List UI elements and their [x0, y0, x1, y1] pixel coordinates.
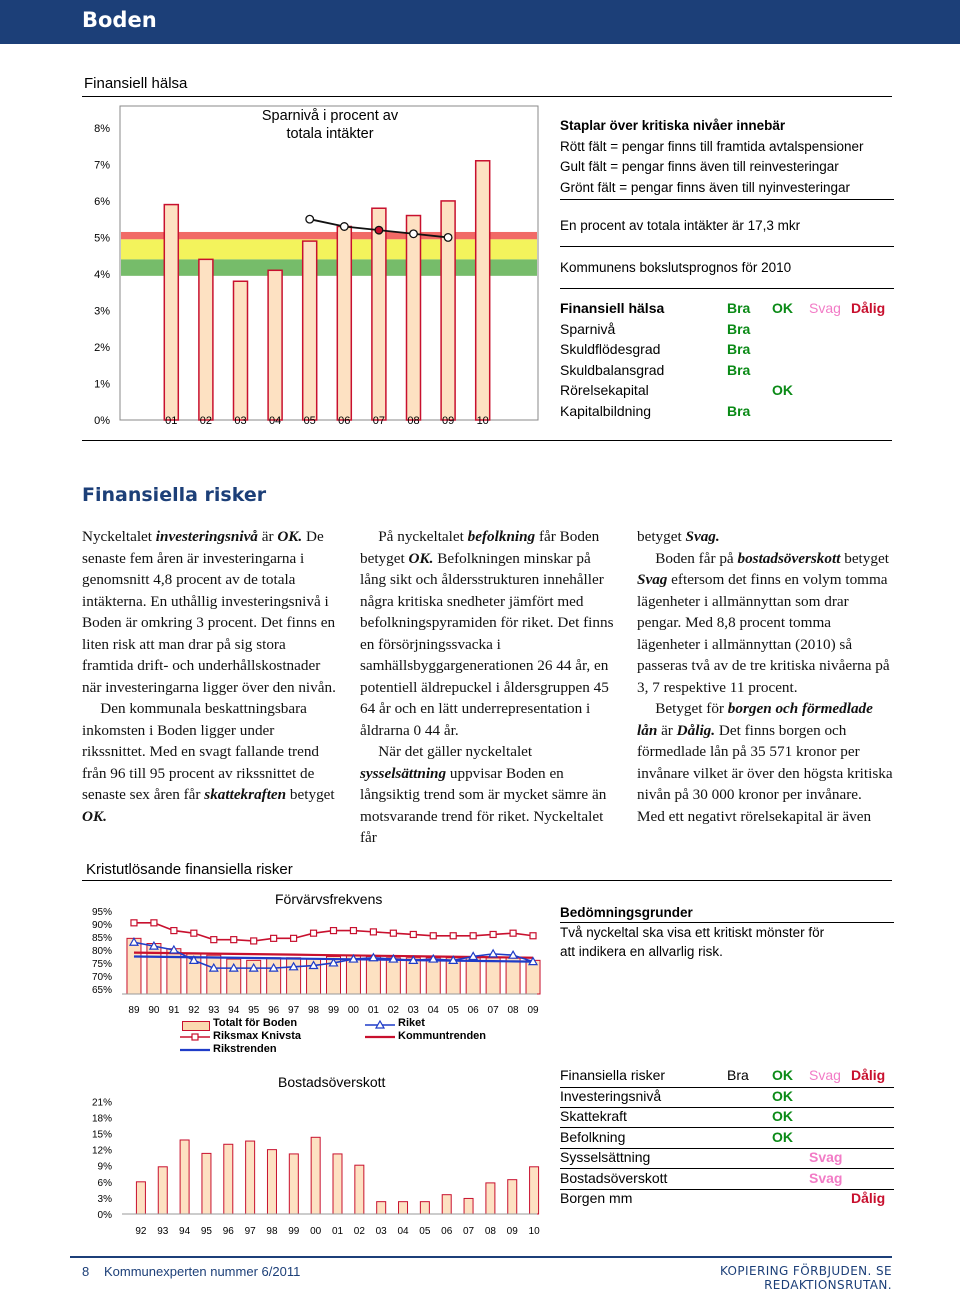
prognos-point — [306, 215, 314, 223]
x-tick-label: 95 — [200, 1226, 213, 1237]
paragraph: Nyckeltalet investeringsnivå är OK. De senaste fem åren är investeringarna i genomsnitt 4,8 procent av de totala intäkterna. En uthållig investeringsnivå i Boden är omkring 3 procent. Det finns en liten risk att man drar på sig stora framtida drift- och underhållskostnader när investeringarna ligger över den nivån. — [82, 528, 336, 696]
data-bar — [199, 259, 213, 420]
y-tick-label: 2% — [94, 341, 110, 354]
x-tick-label: 03 — [407, 1005, 419, 1016]
bostadsoverskott-chart-svg — [82, 1066, 552, 1246]
grade-ok-header: OK — [772, 300, 793, 316]
legend-item: Rikstrenden — [213, 1043, 277, 1055]
x-tick-label: 92 — [135, 1226, 147, 1237]
paragraph: Boden får på bostadsöverskott betyget Svag eftersom det finns en volym tomma lägenheter i allmännyttan som drar pengar. Med 8,8 procent tomma lägenheter i allmännyttan (2010) så passeras två av de tre kritiska nivåerna på 3, 7 respektive 11 procent. — [637, 549, 890, 696]
section-divider — [82, 440, 892, 441]
data-bar — [224, 1144, 233, 1214]
knivsta-point — [331, 928, 337, 934]
data-bar — [420, 1202, 429, 1214]
table-row-label: Skuldbalansgrad — [560, 362, 665, 378]
x-tick-label: 06 — [441, 1226, 453, 1237]
forvarvsfrekvens-title: Förvärvsfrekvens — [275, 891, 383, 907]
info-divider-3 — [560, 288, 894, 289]
knivsta-point — [470, 933, 476, 939]
table-row-grade: Bra — [727, 403, 751, 419]
x-tick-label: 04 — [268, 415, 282, 427]
grade-dalig-header: Dålig — [851, 300, 886, 316]
table-row-label: Rörelsekapital — [560, 382, 649, 398]
table-row-label: Skuldflödesgrad — [560, 341, 661, 357]
table-row-grade: Bra — [727, 362, 751, 378]
data-bar — [366, 956, 380, 994]
row-divider — [560, 1168, 894, 1169]
table-row-grade: Svag — [809, 1149, 843, 1165]
knivsta-point — [390, 930, 396, 936]
x-tick-label: 09 — [506, 1226, 518, 1237]
data-bar — [167, 949, 181, 994]
x-tick-label: 99 — [288, 1226, 300, 1237]
paragraph: betyget Svag. — [637, 528, 720, 545]
y-tick-label: 0% — [94, 415, 110, 427]
grading-table-fin-halsa — [560, 300, 894, 430]
knivsta-point — [510, 930, 516, 936]
x-tick-label: 97 — [288, 1005, 300, 1016]
data-bar — [127, 938, 141, 994]
bostadsoverskott-chart — [82, 1066, 552, 1246]
x-tick-label: 08 — [507, 1005, 519, 1016]
data-bar — [147, 944, 161, 994]
data-bar — [207, 955, 221, 994]
sparniva-chart-svg — [82, 96, 542, 440]
x-tick-label: 05 — [419, 1226, 431, 1237]
knivsta-point — [350, 928, 356, 934]
article-heading: Finansiella risker — [82, 484, 267, 506]
data-bar — [355, 1165, 364, 1214]
legend-item: Riksmax Knivsta — [213, 1030, 302, 1042]
paragraph: Den kommunala beskattningsbara inkomsten i Boden ligger under rikssnittet. Med en svagt fallande trend från 96 till 95 procent av rikssnittet de senaste sex åren får skattekraften betyget OK. — [82, 700, 335, 825]
table-row-label: Befolkning — [560, 1129, 626, 1145]
data-bar — [311, 1137, 320, 1214]
paragraph: När det gäller nyckeltalet sysselsättning uppvisar Boden en långsiktig trend som är mycket sämre än motsvarande trend för riket. Nyckeltalet får — [360, 743, 607, 846]
x-tick-label: 96 — [268, 1005, 280, 1016]
knivsta-point — [231, 937, 237, 943]
x-tick-label: 93 — [157, 1226, 169, 1237]
table-row-label: Bostadsöverskott — [560, 1170, 668, 1186]
x-tick-label: 95 — [248, 1005, 260, 1016]
info-divider-1 — [560, 199, 894, 200]
y-tick-label: 70% — [91, 971, 112, 983]
table-row-label: Investeringsnivå — [560, 1088, 662, 1104]
knivsta-point — [410, 931, 416, 937]
x-tick-label: 02 — [387, 1005, 399, 1016]
legend-swatch-rikstrend — [180, 1044, 210, 1056]
magazine-name: Kommunexperten nummer 6/2011 — [104, 1264, 301, 1279]
y-tick-label: 15% — [91, 1129, 112, 1141]
x-tick-label: 94 — [179, 1226, 191, 1237]
table-row-grade: Dålig — [851, 1190, 886, 1206]
info-percent: En procent av totala intäkter är 17,3 mkr — [560, 218, 801, 233]
x-tick-label: 91 — [168, 1005, 180, 1016]
x-tick-label: 96 — [222, 1226, 234, 1237]
table-header: Finansiella risker — [560, 1067, 666, 1083]
info-prognos: Kommunens bokslutsprognos för 2010 — [560, 260, 792, 275]
data-bar — [442, 1195, 451, 1214]
bed-divider — [560, 922, 894, 923]
x-tick-label: 09 — [527, 1005, 539, 1016]
x-tick-label: 00 — [310, 1226, 322, 1237]
section-divider — [82, 880, 892, 881]
knivsta-point — [211, 937, 217, 943]
bedomningsgrunder: Bedömningsgrunder Två nyckeltal ska visa ett kritiskt mönster för att indikera en allvarlig risk. — [560, 905, 825, 959]
grade-ok-header: OK — [772, 1067, 793, 1083]
data-bar — [466, 958, 480, 994]
sparniva-chart-title: Sparnivå i procent av totala intäkter — [261, 108, 399, 142]
knivsta-point — [530, 933, 536, 939]
data-bar — [164, 205, 178, 420]
legend-item: Kommuntrenden — [398, 1030, 486, 1042]
data-bar — [426, 958, 440, 994]
data-bar — [526, 960, 540, 994]
knivsta-point — [370, 929, 376, 935]
data-bar — [268, 270, 282, 420]
x-tick-label: 04 — [427, 1005, 439, 1016]
table-row-grade: OK — [772, 1108, 793, 1124]
x-tick-label: 90 — [148, 1005, 160, 1016]
y-tick-label: 90% — [91, 920, 112, 932]
y-tick-label: 65% — [91, 984, 112, 996]
data-bar — [234, 281, 248, 420]
info-divider-2 — [560, 246, 894, 247]
x-tick-label: 94 — [228, 1005, 240, 1016]
grading-table-risker — [560, 1067, 894, 1217]
data-bar — [530, 1167, 539, 1214]
table-row-grade: Svag — [809, 1170, 843, 1186]
bostadsoverskott-title: Bostadsöverskott — [278, 1074, 386, 1090]
legend-swatch-riket — [365, 1019, 395, 1031]
table-row-grade: Bra — [727, 341, 751, 357]
x-tick-label: 07 — [372, 415, 386, 427]
paragraph: På nyckeltalet befolkning får Boden betyget OK. Befolkningen minskar på lång sikt och åldersstrukturen innehåller några kritiska snedheter jämfört med befolkningspyramiden för riket. Det finns en försörjningssvacka i samhällsbyggargenerationen 26 44 år, en potentiell äldrepuckel i åldersgruppen 45 64 år och en lätt underrepresentation i åldrarna 0 44 år. — [360, 528, 614, 739]
x-tick-label: 10 — [528, 1226, 540, 1237]
data-bar — [136, 1182, 145, 1214]
x-tick-label: 07 — [462, 1226, 475, 1237]
y-tick-label: 7% — [94, 159, 110, 172]
x-tick-label: 99 — [327, 1005, 340, 1016]
y-tick-label: 1% — [94, 378, 110, 391]
data-bar — [506, 958, 520, 994]
prognos-point — [375, 226, 383, 234]
legend-item: Totalt för Boden — [213, 1017, 298, 1029]
knivsta-point — [450, 933, 456, 939]
y-tick-label: 9% — [97, 1161, 112, 1173]
data-bar — [464, 1198, 473, 1214]
copyright-notice: KOPIERING FÖRBJUDEN. SE REDAKTIONSRUTAN. — [719, 1264, 892, 1292]
legend-item: Riket — [398, 1017, 425, 1029]
x-tick-label: 00 — [347, 1005, 360, 1016]
section-title-fin-halsa: Finansiell hälsa — [84, 75, 188, 92]
y-tick-label: 3% — [97, 1193, 112, 1205]
x-tick-label: 98 — [307, 1005, 320, 1016]
x-tick-label: 08 — [407, 415, 420, 427]
knivsta-point — [191, 930, 197, 936]
data-bar — [486, 1183, 495, 1214]
data-bar — [386, 958, 400, 994]
data-bar — [289, 1154, 298, 1214]
y-tick-label: 18% — [91, 1113, 112, 1125]
data-bar — [337, 226, 351, 420]
prognos-point — [444, 234, 452, 242]
legend-swatch-bar — [182, 1021, 210, 1031]
x-tick-label: 05 — [303, 415, 316, 427]
x-tick-label: 02 — [199, 415, 213, 427]
x-tick-label: 93 — [208, 1005, 220, 1016]
knivsta-point — [251, 938, 257, 944]
page-number: 8 — [82, 1264, 90, 1279]
prognos-point — [410, 230, 418, 238]
critical-band — [121, 239, 537, 259]
table-row-grade: OK — [772, 1129, 793, 1145]
section-title-kris: Kristutlösande finansiella risker — [86, 861, 293, 878]
x-tick-label: 03 — [234, 415, 247, 427]
y-tick-label: 80% — [91, 946, 112, 957]
y-tick-label: 6% — [94, 195, 110, 208]
grade-bra-header: Bra — [727, 300, 751, 316]
y-tick-label: 75% — [91, 958, 112, 970]
y-tick-label: 21% — [91, 1097, 112, 1109]
prognos-point — [341, 223, 349, 231]
data-bar — [246, 1141, 255, 1214]
data-bar — [180, 1140, 189, 1214]
paragraph: Betyget för borgen och förmedlade lån är Dålig. Det finns borgen och förmedlade lån på 35 571 kronor per invånare vilket är över den högsta kritiska nivån på 30 000 kronor per invånare. Med ett negativt rörelsekapital är även — [637, 700, 893, 825]
knivsta-point — [171, 928, 177, 934]
y-tick-label: 8% — [94, 122, 110, 135]
page-title: Boden — [82, 8, 157, 32]
text-column-3 — [637, 526, 893, 827]
data-bar — [407, 216, 421, 420]
table-row-label: Borgen mm — [560, 1190, 633, 1206]
knivsta-point — [271, 935, 277, 941]
grade-dalig-header: Dålig — [851, 1067, 886, 1083]
x-tick-label: 89 — [128, 1005, 140, 1016]
y-tick-label: 0% — [97, 1210, 112, 1221]
y-tick-label: 4% — [94, 268, 110, 281]
knivsta-point — [291, 935, 297, 941]
knivsta-point — [151, 920, 157, 926]
text-column-1 — [82, 526, 336, 827]
table-row-grade: Bra — [727, 321, 751, 337]
critical-band — [121, 232, 537, 239]
table-row-grade: OK — [772, 382, 793, 398]
x-tick-label: 01 — [367, 1005, 379, 1016]
x-tick-label: 01 — [165, 415, 178, 427]
legend-swatch-kommuntrend — [365, 1031, 395, 1043]
forvarvsfrekvens-legend — [180, 1017, 540, 1057]
y-tick-label: 6% — [97, 1177, 112, 1189]
grade-svag-header: Svag — [809, 1067, 841, 1083]
x-tick-label: 10 — [476, 415, 489, 427]
sparniva-chart — [82, 96, 542, 440]
knivsta-point — [490, 931, 496, 937]
x-tick-label: 05 — [447, 1005, 459, 1016]
table-row-label: Skattekraft — [560, 1108, 627, 1124]
knivsta-point — [311, 930, 317, 936]
data-bar — [333, 1154, 342, 1214]
y-tick-label: 85% — [91, 933, 112, 945]
knivsta-point — [430, 933, 436, 939]
table-row-grade: OK — [772, 1088, 793, 1104]
x-tick-label: 97 — [244, 1226, 256, 1237]
x-tick-label: 09 — [441, 415, 455, 427]
data-bar — [377, 1202, 386, 1214]
grade-svag-header: Svag — [809, 300, 841, 316]
x-tick-label: 01 — [331, 1226, 344, 1237]
row-divider — [560, 1127, 894, 1128]
y-tick-label: 3% — [94, 305, 110, 318]
x-tick-label: 06 — [467, 1005, 479, 1016]
legend-info: Staplar över kritiska nivåer innebär Rött fält = pengar finns till framtida avtalspensioner Gult fält = pengar finns även till reinvesteringar Grönt fält = pengar finns även till nyinvesteringar — [560, 118, 864, 195]
footer-rule — [70, 1256, 892, 1258]
header-bar — [0, 0, 960, 44]
data-bar — [399, 1202, 408, 1214]
table-row-label: Kapitalbildning — [560, 403, 652, 419]
x-tick-label: 98 — [266, 1226, 278, 1237]
data-bar — [508, 1180, 517, 1214]
x-tick-label: 04 — [397, 1226, 409, 1237]
knivsta-point — [131, 920, 137, 926]
x-tick-label: 02 — [353, 1226, 365, 1237]
legend-swatch-knivsta — [180, 1031, 210, 1043]
x-tick-label: 92 — [188, 1005, 200, 1016]
data-bar — [158, 1167, 167, 1214]
grade-bra-header: Bra — [727, 1067, 749, 1083]
data-bar — [486, 958, 500, 994]
x-tick-label: 08 — [484, 1226, 496, 1237]
y-tick-label: 5% — [94, 232, 110, 245]
text-column-2 — [360, 526, 614, 849]
table-row-label: Sparnivå — [560, 321, 616, 337]
data-bar — [202, 1153, 211, 1214]
x-tick-label: 07 — [487, 1005, 499, 1016]
data-bar — [372, 208, 386, 420]
table-header: Finansiell hälsa — [560, 300, 665, 316]
data-bar — [476, 161, 490, 420]
y-tick-label: 95% — [91, 907, 112, 919]
data-bar — [303, 241, 317, 420]
x-tick-label: 06 — [338, 415, 351, 427]
critical-band-highlight — [121, 259, 537, 275]
x-tick-label: 03 — [375, 1226, 387, 1237]
table-row-label: Sysselsättning — [560, 1149, 651, 1165]
y-tick-label: 12% — [91, 1145, 112, 1157]
data-bar — [267, 1150, 276, 1214]
